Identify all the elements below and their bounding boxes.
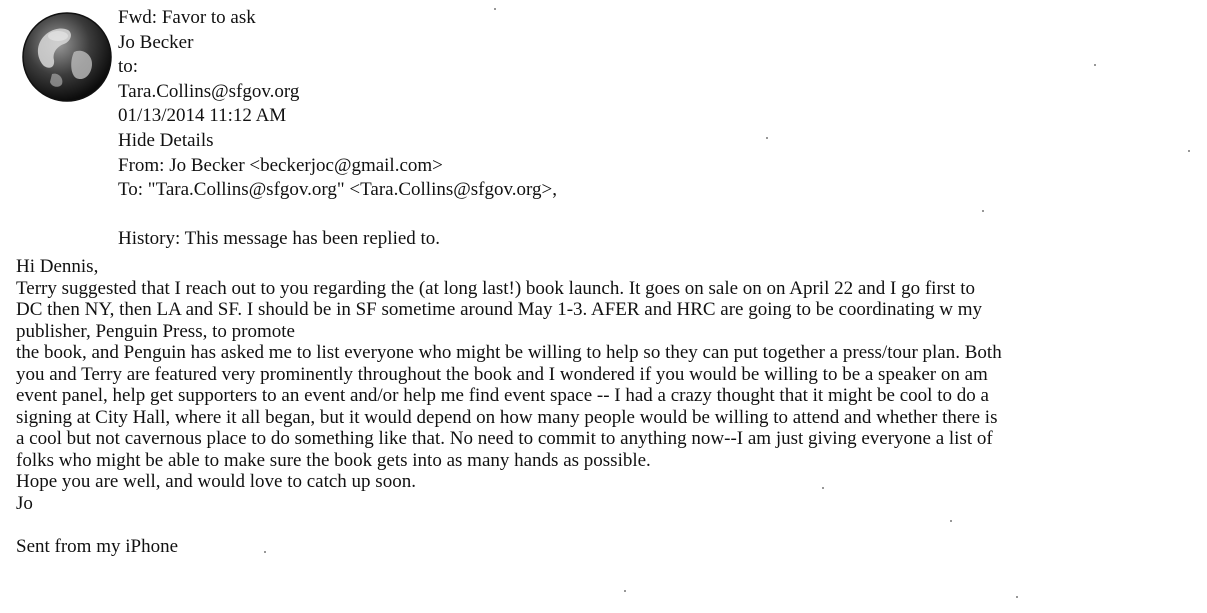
hide-details-link[interactable]: Hide Details	[118, 129, 214, 151]
sender-name: Jo Becker	[118, 31, 194, 53]
email-subject: Fwd: Favor to ask	[118, 7, 256, 28]
scan-speck	[950, 520, 952, 522]
paragraph-line: folks who might be able to make sure the book gets into as many hands as possible.	[16, 449, 651, 471]
scan-speck	[1188, 150, 1190, 152]
message-paragraph	[16, 278, 1196, 472]
email-body	[16, 256, 1196, 557]
paragraph-line: DC then NY, then LA and SF. I should be in SF sometime around May 1-3. AFER and HRC are going to be coordinating w my	[16, 299, 983, 320]
from-line: From: Jo Becker <beckerjoc@gmail.com>	[118, 154, 443, 176]
closing-line: Hope you are well, and would love to catch up soon.	[16, 471, 416, 492]
scan-speck	[624, 590, 626, 592]
scan-speck	[1016, 596, 1018, 598]
scan-speck	[1094, 64, 1096, 66]
paragraph-line: Terry suggested that I reach out to you regarding the (at long last!) book launch. It goes on sale on on April 22 and I go first to	[16, 277, 975, 299]
paragraph-line: event panel, help get supporters to an event and/or help me find event space -- I had a crazy thought that it might be cool to do a	[16, 385, 989, 406]
scan-speck	[982, 210, 984, 212]
scan-speck	[264, 551, 266, 553]
signature: Jo	[16, 492, 33, 514]
globe-avatar-icon	[22, 12, 112, 102]
paragraph-line: you and Terry are featured very prominently throughout the book and I wondered if you would be willing to be a speaker on am	[16, 363, 988, 385]
sent-from-line: Sent from my iPhone	[16, 535, 179, 557]
email-header	[118, 6, 557, 252]
to-label: to:	[118, 56, 139, 78]
scan-speck	[494, 8, 496, 10]
paragraph-line: publisher, Penguin Press, to promote	[16, 320, 295, 342]
to-line: To: "Tara.Collins@sfgov.org" <Tara.Collins@sfgov.org>,	[118, 179, 557, 201]
paragraph-line: the book, and Penguin has asked me to list everyone who might be willing to help so they can put together a press/tour plan. Both	[16, 342, 1002, 363]
paragraph-line: a cool but not cavernous place to do something like that. No need to commit to anything now--I am just giving everyone a list of	[16, 428, 993, 449]
history-line: History: This message has been replied to.	[118, 228, 441, 250]
paragraph-line: signing at City Hall, where it all began, but it would depend on how many people would be willing to attend and whether there is	[16, 406, 998, 428]
scan-speck	[822, 487, 824, 489]
recipient-address: Tara.Collins@sfgov.org	[118, 80, 300, 102]
scan-speck	[766, 137, 768, 139]
greeting: Hi Dennis,	[16, 256, 99, 277]
email-datetime: 01/13/2014 11:12 AM	[118, 105, 287, 127]
